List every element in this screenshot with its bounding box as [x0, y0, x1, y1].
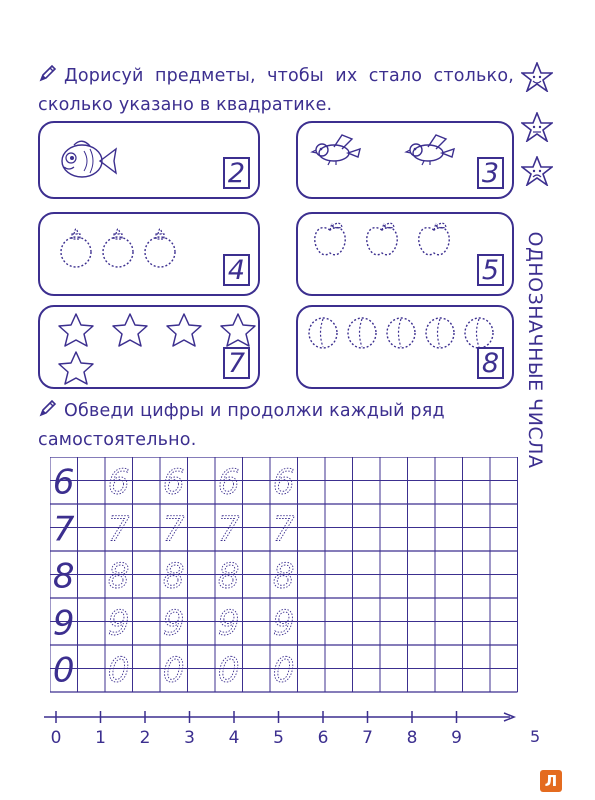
task-text: Обведи цифры и продолжи каждый ряд самостоятельно.: [38, 401, 445, 450]
example-digit: 7: [52, 509, 75, 550]
counting-card[interactable]: [38, 305, 260, 389]
task-instruction-1: [38, 62, 514, 120]
section-title: [523, 210, 547, 490]
tracing-digit: 8: [162, 556, 185, 597]
target-number-box: 3: [477, 157, 504, 189]
target-number-box: 4: [223, 254, 250, 286]
example-digit: 0: [52, 650, 75, 691]
tracing-digit: 9: [162, 603, 185, 644]
tracing-grid: [50, 457, 518, 693]
target-number-box: 8: [477, 347, 504, 379]
task-text: Дорисуй предметы, чтобы их стало столько, сколько указано в квадратике.: [38, 66, 514, 115]
tracing-digit: 0: [217, 650, 240, 691]
number-line-label: 0: [50, 728, 62, 747]
tracing-digit: 0: [107, 650, 130, 691]
tracing-digit: 8: [107, 556, 130, 597]
counting-card[interactable]: [296, 305, 514, 389]
example-digit: 8: [52, 556, 75, 597]
star-face-icon: [521, 62, 553, 92]
tracing-digit: 7: [272, 509, 295, 550]
pencil-icon: [38, 63, 58, 83]
number-line-label: 4: [228, 728, 240, 747]
page-number: 5: [530, 727, 541, 746]
number-line: [40, 703, 520, 747]
tracing-digit: 7: [162, 509, 185, 550]
target-number-box: 5: [477, 254, 504, 286]
tracing-digit: 9: [107, 603, 130, 644]
star-face-icon: [521, 156, 553, 186]
tracing-digit: 8: [217, 556, 240, 597]
tracing-digit: 6: [272, 462, 295, 503]
counting-card[interactable]: [296, 212, 514, 296]
target-number-box: 7: [223, 347, 250, 379]
number-line-label: 3: [184, 728, 195, 747]
counting-card[interactable]: [38, 212, 260, 296]
number-line-label: 2: [139, 728, 151, 747]
number-line-label: 6: [317, 728, 329, 747]
target-number-box: 2: [223, 157, 250, 189]
number-line-label: 9: [451, 728, 462, 747]
counting-card[interactable]: [38, 121, 260, 199]
tracing-digit: 6: [162, 462, 185, 503]
tracing-digit: 9: [217, 603, 240, 644]
number-line-label: 7: [362, 728, 373, 747]
example-digit: 9: [52, 603, 75, 644]
counting-card[interactable]: [296, 121, 514, 199]
tracing-digit: 8: [272, 556, 295, 597]
task-instruction-2: [38, 397, 508, 455]
pencil-icon: [38, 398, 58, 418]
tracing-digit: 0: [272, 650, 295, 691]
example-digit: 6: [52, 462, 75, 503]
publisher-logo: Л: [540, 770, 562, 792]
tracing-digit: 0: [162, 650, 185, 691]
number-line-label: 5: [273, 728, 284, 747]
tracing-digit: 7: [217, 509, 240, 550]
section-title-text: ОДНОЗНАЧНЫЕ ЧИСЛА: [524, 231, 546, 469]
tracing-digit: 7: [107, 509, 130, 550]
tracing-digit: 6: [217, 462, 240, 503]
number-line-label: 8: [406, 728, 418, 747]
tracing-digit: 9: [272, 603, 295, 644]
star-face-icon: [521, 112, 553, 142]
number-line-label: 1: [95, 728, 106, 747]
tracing-digit: 6: [107, 462, 130, 503]
